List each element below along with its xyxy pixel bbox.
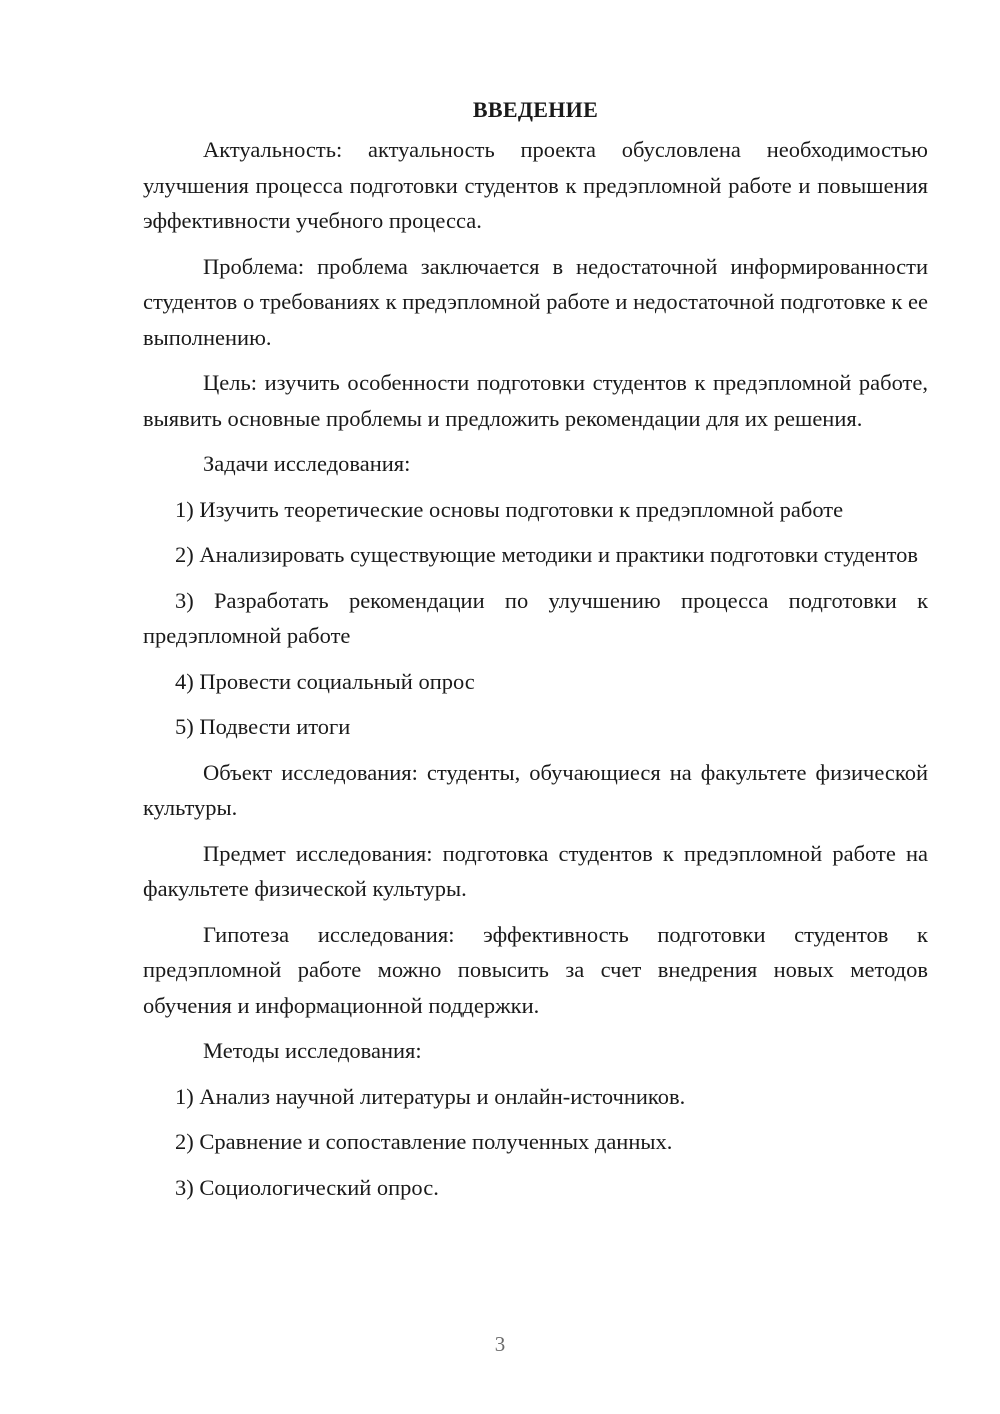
relevance-paragraph: Актуальность: актуальность проекта обусловлена необходимостью улучшения процесса подготовки студентов к предэпломной работе и повышения эффективности учебного процесса.	[143, 137, 928, 233]
method-item: 3) Социологический опрос.	[175, 1174, 439, 1200]
task-item: 1) Изучить теоретические основы подготовки к предэпломной работе	[175, 496, 844, 522]
document-page	[143, 92, 928, 1215]
task-item: 2) Анализировать существующие методики и практики подготовки студентов	[175, 542, 918, 567]
object-paragraph: Объект исследования: студенты, обучающиеся на факультете физической культуры.	[143, 759, 928, 820]
subject-paragraph: Предмет исследования: подготовка студентов к предэпломной работе на факультете физической культуры.	[143, 840, 928, 901]
goal-paragraph: Цель: изучить особенности подготовки студентов к предэпломной работе, выявить основные проблемы и предложить рекомендации для их решения.	[143, 370, 928, 431]
method-item: 2) Сравнение и сопоставление полученных данных.	[175, 1129, 673, 1154]
section-title: ВВЕДЕНИЕ	[472, 97, 599, 122]
tasks-heading: Задачи исследования:	[203, 451, 411, 476]
hypothesis-paragraph: Гипотеза исследования: эффективность подготовки студентов к предэпломной работе можно повысить за счет внедрения новых методов обучения и информационной поддержки.	[143, 921, 928, 1018]
task-item: 3) Разработать рекомендации по улучшению процесса подготовки к предэпломной работе	[143, 587, 928, 648]
problem-paragraph: Проблема: проблема заключается в недостаточной информированности студентов о требованиях к предэпломной работе и недостаточной подготовке к ее выполнению.	[143, 253, 928, 350]
page-number: 3	[494, 1332, 506, 1356]
task-item: 4) Провести социальный опрос	[175, 668, 475, 694]
method-item: 1) Анализ научной литературы и онлайн-источников.	[175, 1083, 686, 1109]
methods-heading: Методы исследования:	[203, 1038, 422, 1063]
task-item: 5) Подвести итоги	[175, 714, 351, 739]
